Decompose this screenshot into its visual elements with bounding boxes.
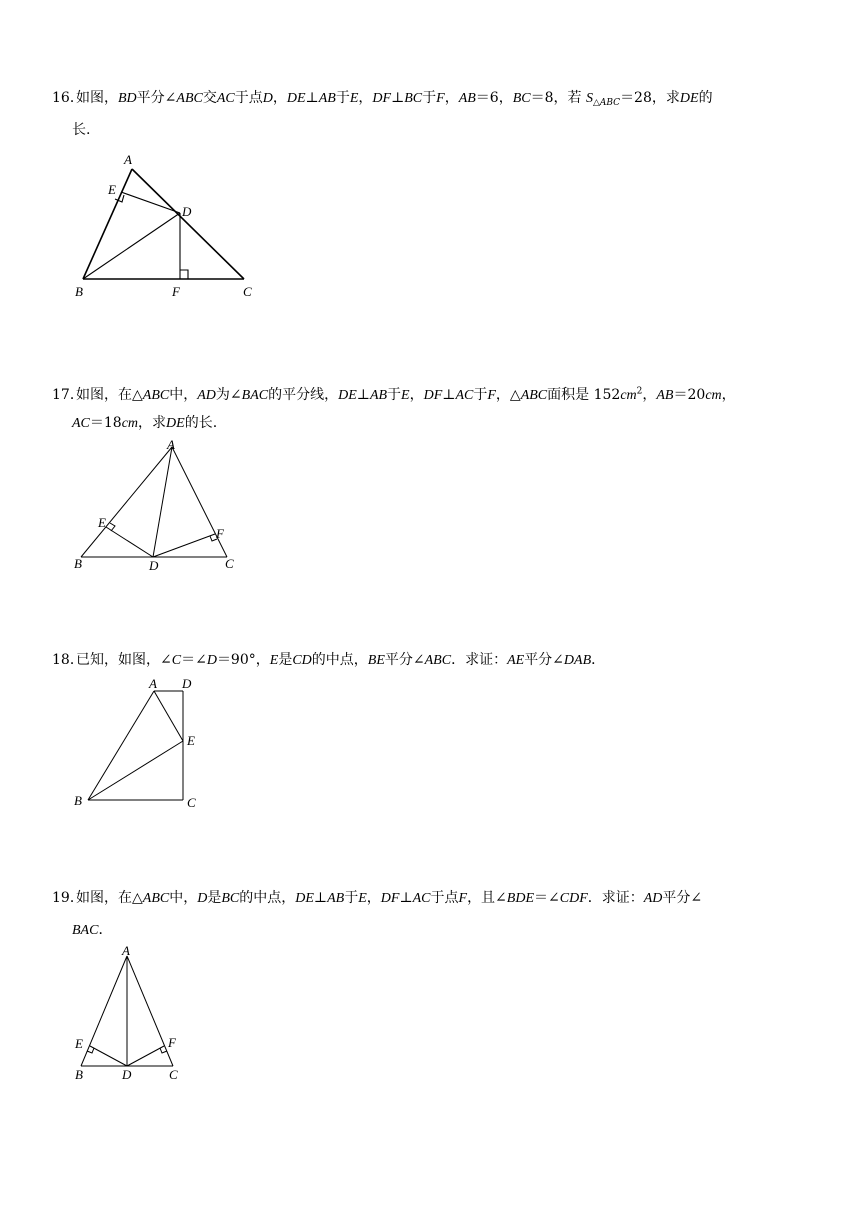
point-label-e: E xyxy=(98,515,106,530)
text-run: 如图， xyxy=(76,90,118,106)
math-symbol: D xyxy=(197,891,208,906)
text-run: 面积是 152 xyxy=(547,386,621,403)
math-symbol: AC xyxy=(72,416,90,431)
text-run: 交 xyxy=(202,90,217,106)
math-symbol: DE xyxy=(338,387,357,403)
math-symbol: E xyxy=(349,91,359,106)
problem-16-figure xyxy=(70,150,280,300)
math-symbol: E xyxy=(358,891,367,906)
text-run: 于 xyxy=(344,890,359,906)
text-run: 为∠ xyxy=(215,386,242,403)
problem-text xyxy=(76,90,713,106)
math-symbol: AD xyxy=(197,387,216,403)
math-symbol: AB xyxy=(327,891,345,906)
text-run: ， xyxy=(444,90,459,106)
problem-16-line-2 xyxy=(72,120,90,140)
text-run: 于点 xyxy=(430,890,459,906)
problem-number: 18． xyxy=(52,652,84,668)
math-symbol: DE xyxy=(166,416,185,431)
text-run: ， xyxy=(366,890,381,906)
point-label-d: D xyxy=(149,558,159,573)
problem-number: 17． xyxy=(52,386,84,403)
text-run: ， xyxy=(642,386,657,403)
math-symbol: F xyxy=(487,387,496,403)
math-symbol: DE xyxy=(295,891,314,906)
point-label-b: B xyxy=(74,793,82,808)
text-run: △ABC xyxy=(592,98,621,108)
text-run: 于 xyxy=(335,90,350,106)
math-symbol: ABC xyxy=(424,653,452,668)
text-run: ，△ xyxy=(495,386,521,403)
math-symbol: BC xyxy=(404,91,423,106)
point-label-a: A xyxy=(149,676,157,691)
text-run: ⊥ xyxy=(399,890,413,906)
text-run: ⊥ xyxy=(391,90,405,106)
math-symbol: DE xyxy=(286,91,306,106)
math-symbol: DAB xyxy=(563,653,592,668)
text-run: 如图，在△ xyxy=(76,890,143,906)
text-run: 于 xyxy=(422,90,437,106)
point-label-b: B xyxy=(75,284,83,299)
problem-18-figure xyxy=(70,674,210,814)
point-label-a: A xyxy=(167,437,175,452)
point-label-c: C xyxy=(243,284,252,299)
text-run: 是 xyxy=(207,890,222,906)
math-symbol: BC xyxy=(221,891,240,906)
math-symbol: AD xyxy=(643,891,663,906)
math-symbol: E xyxy=(269,653,279,668)
text-run: ＝90°， xyxy=(216,652,270,668)
math-symbol: DE xyxy=(679,91,699,106)
text-run: 中， xyxy=(169,890,198,906)
problem-17-line-2 xyxy=(72,413,217,434)
problem-text xyxy=(76,652,605,668)
text-run: ⊥ xyxy=(356,386,370,403)
text-run: 长. xyxy=(72,122,91,138)
text-run: 2 xyxy=(636,386,643,396)
text-run: 中， xyxy=(169,386,198,403)
point-label-a: A xyxy=(122,943,130,958)
math-symbol: D xyxy=(262,91,273,106)
math-symbol: AC xyxy=(216,91,235,106)
math-symbol: AB xyxy=(656,387,674,403)
text-run: 平分∠ xyxy=(524,652,564,668)
problem-text xyxy=(76,387,736,403)
text-run: ＝6， xyxy=(475,90,513,106)
text-run: 平分∠ xyxy=(136,90,177,106)
math-symbol: F xyxy=(458,891,468,906)
problem-16-line-1 xyxy=(52,88,713,113)
point-label-c: C xyxy=(225,556,234,571)
math-symbol: AC xyxy=(455,387,474,403)
text-run: ， xyxy=(358,90,373,106)
text-run: 的平分线， xyxy=(268,386,339,403)
problem-text xyxy=(76,890,702,906)
text-run: ＝18 xyxy=(89,415,122,431)
problem-text xyxy=(72,122,90,138)
text-run: ＝20 xyxy=(673,386,706,403)
math-symbol: BD xyxy=(118,91,137,106)
math-symbol: DF xyxy=(372,91,392,106)
text-run: ， xyxy=(721,386,736,403)
point-label-d: D xyxy=(182,204,192,219)
math-symbol: ABC xyxy=(142,891,170,906)
math-symbol: BDE xyxy=(506,891,535,906)
text-run: 的中点， xyxy=(311,652,368,668)
math-symbol: AB xyxy=(458,91,476,106)
text-run: ， xyxy=(409,386,424,403)
text-run: 已知，如图，∠ xyxy=(76,652,172,668)
math-symbol: cm xyxy=(121,416,139,431)
text-run: 于 xyxy=(473,386,488,403)
text-run: ⊥ xyxy=(305,90,319,106)
point-label-f: F xyxy=(216,526,224,541)
problem-number: 19． xyxy=(52,890,84,906)
text-run: 是 xyxy=(278,652,293,668)
text-run: 平分∠ xyxy=(662,890,703,906)
math-symbol: C xyxy=(171,653,182,668)
point-label-b: B xyxy=(75,1067,83,1082)
text-run: 平分∠ xyxy=(384,652,425,668)
text-run: 如图，在△ xyxy=(76,386,143,403)
text-run: ⊥ xyxy=(313,890,328,906)
point-label-c: C xyxy=(187,795,196,810)
math-symbol: CD xyxy=(292,653,312,668)
math-symbol: DF xyxy=(380,891,400,906)
point-label-a: A xyxy=(124,152,132,167)
math-symbol: cm xyxy=(620,387,637,403)
point-label-c: C xyxy=(169,1067,178,1082)
math-symbol: BC xyxy=(512,91,531,106)
text-run: ， xyxy=(272,90,287,106)
problem-text xyxy=(72,415,217,431)
text-run: 的长. xyxy=(184,415,218,431)
point-label-f: F xyxy=(168,1035,176,1050)
problem-number: 16． xyxy=(52,90,84,106)
text-run: ＝∠ xyxy=(534,890,560,906)
problem-17-figure xyxy=(70,437,250,575)
math-symbol: DF xyxy=(423,387,443,403)
math-symbol: BAC xyxy=(72,923,99,938)
point-label-e: E xyxy=(108,182,116,197)
text-run: ．求证： xyxy=(451,652,508,668)
math-symbol: E xyxy=(401,387,410,403)
math-symbol: ABC xyxy=(176,91,203,106)
text-run: ． xyxy=(98,922,113,938)
text-run: 于点 xyxy=(234,90,263,106)
text-run: 的 xyxy=(698,90,713,106)
problem-19-figure xyxy=(70,943,190,1085)
math-symbol: S xyxy=(585,91,593,106)
math-symbol: AB xyxy=(369,387,388,403)
text-run: ，且∠ xyxy=(467,890,507,906)
math-symbol: BAC xyxy=(241,387,269,403)
text-run: ．求证： xyxy=(587,890,644,906)
problem-18-line-1 xyxy=(52,650,605,671)
math-symbol: AB xyxy=(318,91,336,106)
math-symbol: D xyxy=(206,653,217,668)
math-symbol: BE xyxy=(367,653,385,668)
point-label-e: E xyxy=(75,1036,83,1051)
problem-text xyxy=(72,922,112,938)
text-run: ＝28，求 xyxy=(620,90,680,106)
text-run: 于 xyxy=(387,386,402,403)
point-label-e: E xyxy=(187,733,195,748)
point-label-f: F xyxy=(172,284,180,299)
text-run: ＝8，若 xyxy=(530,90,586,106)
math-symbol: AC xyxy=(412,891,431,906)
math-symbol: AE xyxy=(507,653,525,668)
text-run: ＝∠ xyxy=(181,652,207,668)
math-symbol: F xyxy=(436,91,445,106)
math-symbol: cm xyxy=(705,387,722,403)
math-symbol: CDF xyxy=(559,891,588,906)
math-symbol: ABC xyxy=(520,387,548,403)
text-run: ⊥ xyxy=(442,386,456,403)
text-run: ． xyxy=(591,652,606,668)
math-symbol: ABC xyxy=(142,387,170,403)
point-label-d: D xyxy=(182,676,192,691)
problem-19-line-2 xyxy=(72,920,112,941)
text-run: ，求 xyxy=(138,415,167,431)
problem-17-line-1 xyxy=(52,381,736,406)
point-label-b: B xyxy=(74,556,82,571)
problem-19-line-1 xyxy=(52,888,702,909)
point-label-d: D xyxy=(122,1067,132,1082)
text-run: 的中点， xyxy=(239,890,296,906)
